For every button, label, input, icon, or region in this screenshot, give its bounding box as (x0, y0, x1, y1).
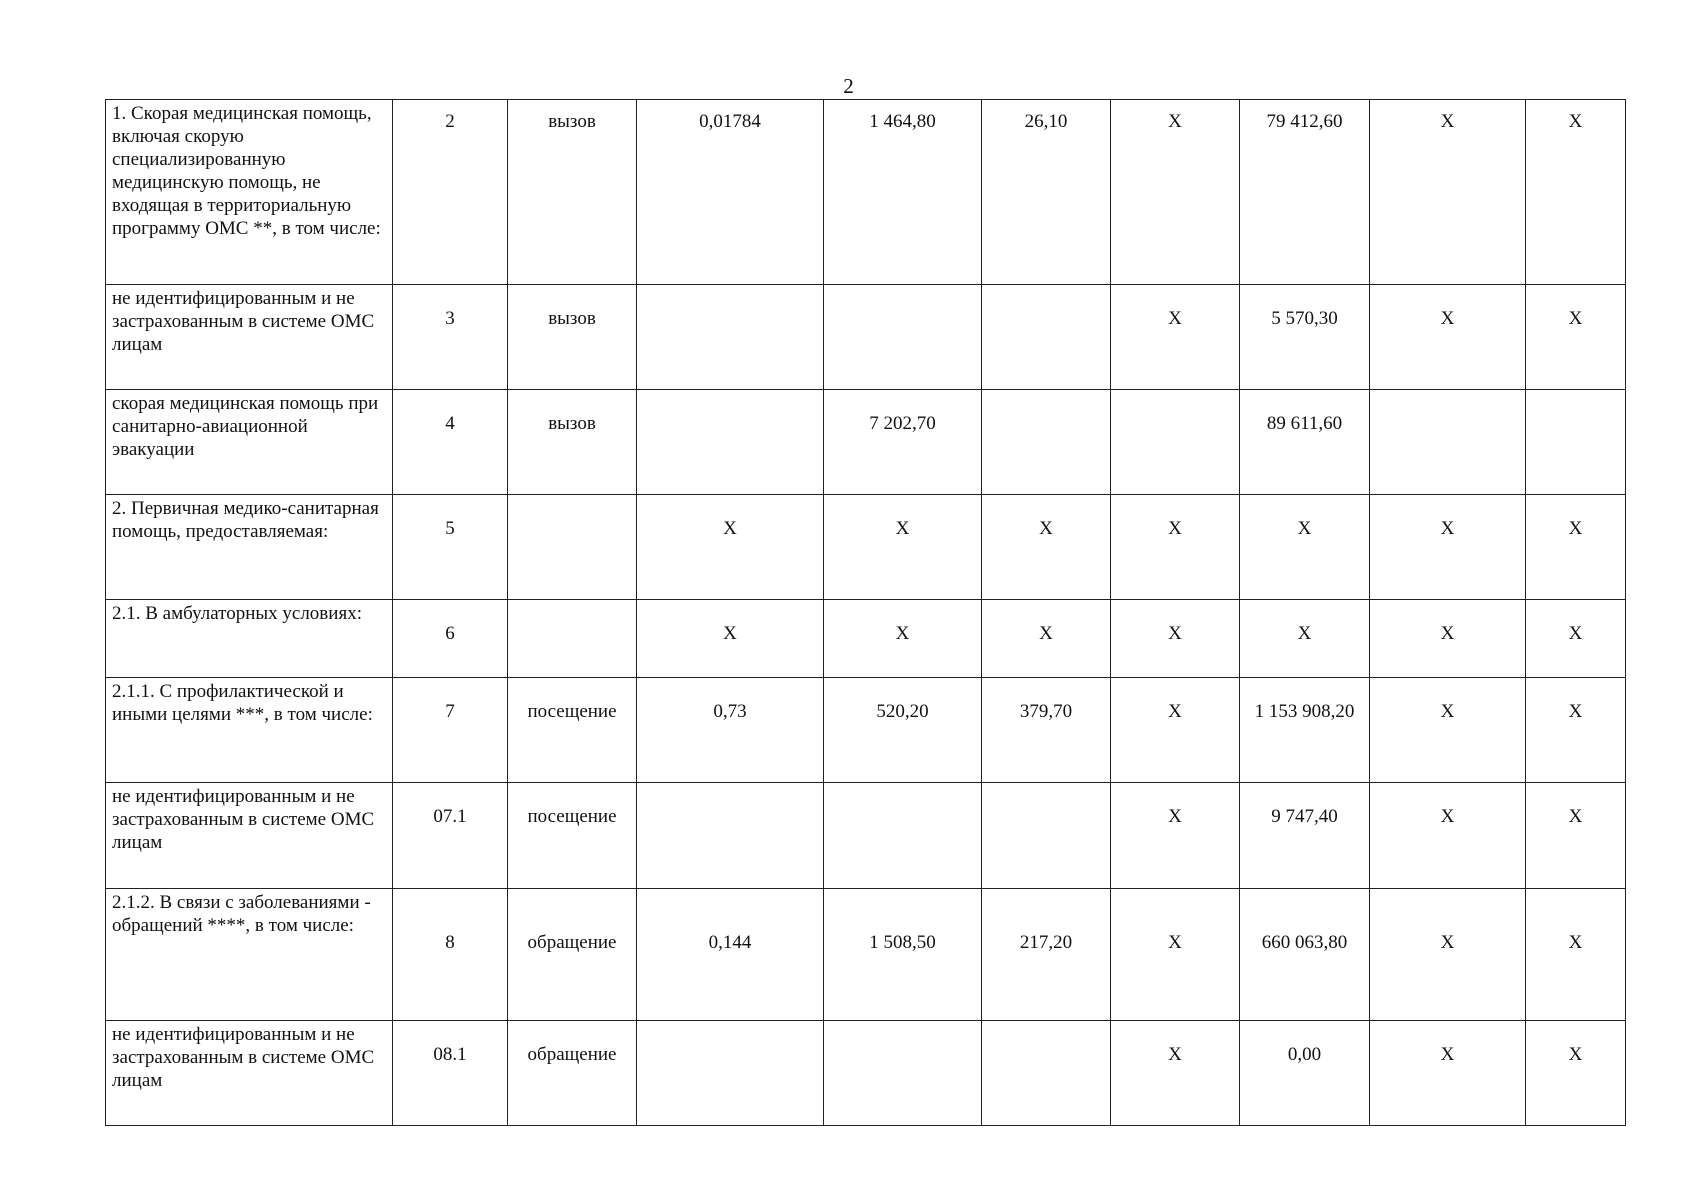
cost-norm-cell (824, 285, 982, 390)
total-oms-cell: X (1370, 600, 1526, 678)
volume-norm-cell (637, 390, 824, 495)
line-number-cell: 2 (393, 100, 508, 285)
cost-norm-cell: 1 464,80 (824, 100, 982, 285)
total-budget-cell: 1 153 908,20 (1240, 678, 1370, 783)
unit-cell: вызов (508, 390, 637, 495)
volume-norm-cell (637, 1021, 824, 1126)
per-capita-budget-cell (982, 783, 1111, 889)
unit-cell (508, 495, 637, 600)
row-name-cell: 2.1.2. В связи с заболеваниями - обращений ****, в том числе: (106, 889, 393, 1021)
table-row (106, 678, 1626, 783)
total-oms-cell: X (1370, 285, 1526, 390)
total-oms-cell: X (1370, 1021, 1526, 1126)
per-capita-oms-cell: X (1111, 495, 1240, 600)
table-row (106, 285, 1626, 390)
percent-cell: X (1526, 889, 1626, 1021)
total-budget-cell: 5 570,30 (1240, 285, 1370, 390)
table-row (106, 100, 1626, 285)
total-oms-cell: X (1370, 100, 1526, 285)
volume-norm-cell: X (637, 600, 824, 678)
row-name-cell: не идентифицированным и не застрахованным в системе ОМС лицам (106, 783, 393, 889)
cost-norm-cell: 520,20 (824, 678, 982, 783)
row-name-cell: 2.1.1. С профилактической и иными целями ***, в том числе: (106, 678, 393, 783)
line-number-cell: 07.1 (393, 783, 508, 889)
line-number-cell: 08.1 (393, 1021, 508, 1126)
total-budget-cell: 0,00 (1240, 1021, 1370, 1126)
per-capita-oms-cell: X (1111, 600, 1240, 678)
total-budget-cell: X (1240, 495, 1370, 600)
total-oms-cell: X (1370, 678, 1526, 783)
per-capita-budget-cell: X (982, 600, 1111, 678)
per-capita-budget-cell: 26,10 (982, 100, 1111, 285)
cost-norm-cell (824, 1021, 982, 1126)
volume-norm-cell: 0,73 (637, 678, 824, 783)
total-budget-cell: 660 063,80 (1240, 889, 1370, 1021)
percent-cell: X (1526, 1021, 1626, 1126)
percent-cell (1526, 390, 1626, 495)
per-capita-budget-cell (982, 1021, 1111, 1126)
per-capita-oms-cell: X (1111, 783, 1240, 889)
line-number-cell: 7 (393, 678, 508, 783)
volume-norm-cell: 0,01784 (637, 100, 824, 285)
percent-cell: X (1526, 495, 1626, 600)
per-capita-oms-cell: X (1111, 889, 1240, 1021)
unit-cell: посещение (508, 678, 637, 783)
row-name-cell: 2.1. В амбулаторных условиях: (106, 600, 393, 678)
table-row (106, 600, 1626, 678)
per-capita-budget-cell (982, 390, 1111, 495)
table-row (106, 889, 1626, 1021)
total-budget-cell: 89 611,60 (1240, 390, 1370, 495)
row-name-cell: 2. Первичная медико-санитарная помощь, предоставляемая: (106, 495, 393, 600)
table-row (106, 1021, 1626, 1126)
line-number-cell: 5 (393, 495, 508, 600)
per-capita-budget-cell: X (982, 495, 1111, 600)
cost-norm-cell: X (824, 495, 982, 600)
total-oms-cell (1370, 390, 1526, 495)
total-budget-cell: 79 412,60 (1240, 100, 1370, 285)
total-budget-cell: X (1240, 600, 1370, 678)
per-capita-oms-cell: X (1111, 1021, 1240, 1126)
unit-cell: обращение (508, 1021, 637, 1126)
row-name-cell: не идентифицированным и не застрахованным в системе ОМС лицам (106, 285, 393, 390)
per-capita-budget-cell (982, 285, 1111, 390)
total-oms-cell: X (1370, 889, 1526, 1021)
percent-cell: X (1526, 100, 1626, 285)
unit-cell: вызов (508, 285, 637, 390)
volume-norm-cell (637, 783, 824, 889)
per-capita-oms-cell: X (1111, 678, 1240, 783)
unit-cell: вызов (508, 100, 637, 285)
percent-cell: X (1526, 678, 1626, 783)
cost-norm-cell: X (824, 600, 982, 678)
percent-cell: X (1526, 285, 1626, 390)
volume-norm-cell: 0,144 (637, 889, 824, 1021)
total-oms-cell: X (1370, 495, 1526, 600)
page-number: 2 (843, 74, 854, 98)
per-capita-budget-cell: 379,70 (982, 678, 1111, 783)
cost-norm-cell: 1 508,50 (824, 889, 982, 1021)
table-row (106, 390, 1626, 495)
total-oms-cell: X (1370, 783, 1526, 889)
volume-norm-cell (637, 285, 824, 390)
unit-cell: обращение (508, 889, 637, 1021)
cost-norm-cell: 7 202,70 (824, 390, 982, 495)
line-number-cell: 4 (393, 390, 508, 495)
per-capita-budget-cell: 217,20 (982, 889, 1111, 1021)
line-number-cell: 6 (393, 600, 508, 678)
table-row (106, 495, 1626, 600)
table-row (106, 783, 1626, 889)
line-number-cell: 8 (393, 889, 508, 1021)
percent-cell: X (1526, 600, 1626, 678)
line-number-cell: 3 (393, 285, 508, 390)
norms-table (105, 99, 1626, 1126)
per-capita-oms-cell: X (1111, 100, 1240, 285)
volume-norm-cell: X (637, 495, 824, 600)
per-capita-oms-cell (1111, 390, 1240, 495)
cost-norm-cell (824, 783, 982, 889)
row-name-cell: скорая медицинская помощь при санитарно-авиационной эвакуации (106, 390, 393, 495)
unit-cell: посещение (508, 783, 637, 889)
row-name-cell: не идентифицированным и не застрахованным в системе ОМС лицам (106, 1021, 393, 1126)
total-budget-cell: 9 747,40 (1240, 783, 1370, 889)
percent-cell: X (1526, 783, 1626, 889)
row-name-cell: 1. Скорая медицинская помощь, включая скорую специализированную медицинскую помощь, не входящая в территориальную программу ОМС **, в том числе: (106, 100, 393, 285)
per-capita-oms-cell: X (1111, 285, 1240, 390)
unit-cell (508, 600, 637, 678)
